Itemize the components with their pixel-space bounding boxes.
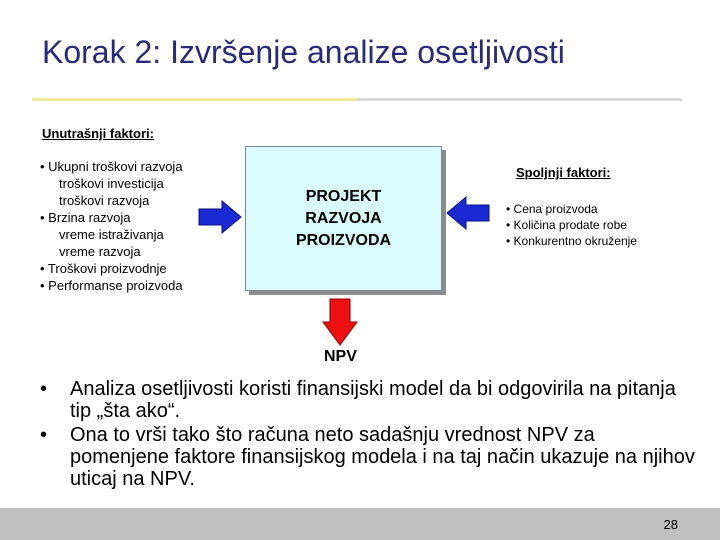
internal-factor-subitem: vreme razvoja — [59, 244, 141, 259]
project-box — [245, 146, 442, 291]
external-factors-heading: Spoljnji faktori: — [516, 165, 611, 180]
title-divider — [32, 98, 682, 101]
slide-title: Korak 2: Izvršenje analize osetljivosti — [42, 34, 565, 70]
bullet-text: Analiza osetljivosti koristi finansijski model da bi odgovirila na pitanja tip „šta ako“. — [70, 378, 676, 422]
internal-factor-item: • Troškovi proizvodnje — [40, 261, 167, 276]
internal-factor-item: • Brzina razvoja — [40, 210, 131, 225]
arrow-left-icon — [446, 196, 490, 230]
project-title-line: PROIZVODA — [295, 231, 392, 249]
project-title-line: RAZVOJA — [305, 209, 382, 227]
footer-bar — [0, 508, 720, 540]
internal-factors-list — [40, 158, 183, 294]
arrow-right-icon — [198, 200, 242, 234]
internal-factors-heading: Unutrašnji faktori: — [42, 126, 154, 141]
bullet-list — [36, 378, 696, 492]
bullet-dot: • — [40, 378, 48, 400]
arrow-down-icon — [322, 298, 358, 346]
bullet-item — [36, 424, 696, 490]
external-factor-item: • Količina prodate robe — [506, 218, 627, 232]
bullet-item — [36, 378, 696, 422]
project-title — [296, 186, 391, 252]
external-factor-item: • Cena proizvoda — [506, 202, 598, 216]
project-title-line: PROJEKT — [305, 187, 382, 205]
npv-label: NPV — [324, 348, 357, 365]
external-factors-list — [506, 201, 637, 249]
internal-factor-item: • Performanse proizvoda — [40, 278, 183, 293]
bullet-dot: • — [40, 424, 48, 446]
internal-factor-subitem: troškovi razvoja — [59, 193, 150, 208]
external-factor-item: • Konkurentno okruženje — [506, 234, 637, 248]
internal-factor-subitem: vreme istraživanja — [59, 227, 164, 242]
internal-factor-subitem: troškovi investicija — [59, 176, 164, 191]
bullet-text: Ona to vrši tako što računa neto sadašnju vrednost NPV za pomenjene faktore finansijskog modela i na taj način ukazuje na njihov uticaj na NPV. — [70, 424, 695, 490]
page-number: 28 — [663, 517, 678, 532]
internal-factor-item: • Ukupni troškovi razvoja — [40, 159, 183, 174]
